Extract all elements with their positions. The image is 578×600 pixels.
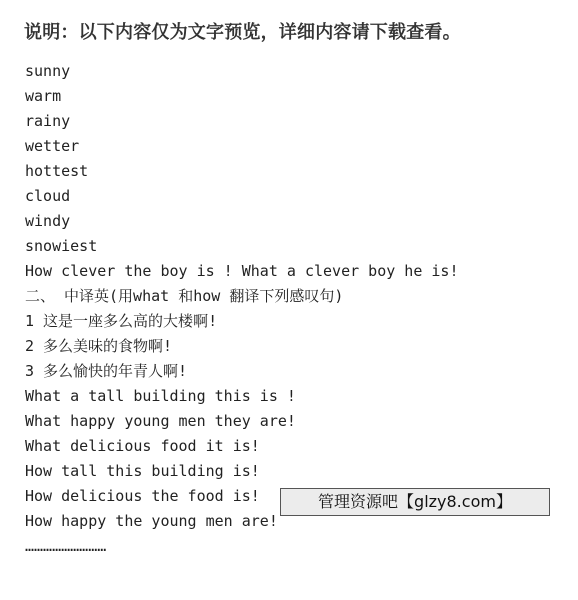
text-line: 3 多么愉快的年青人啊! [25, 362, 188, 380]
section-heading: 二、 中译英(用what 和how 翻译下列感叹句) [25, 287, 344, 305]
text-line: What happy young men they are! [25, 412, 296, 430]
text-line: windy [25, 212, 71, 230]
text-line: What delicious food it is! [25, 437, 260, 455]
text-line: How delicious the food is! [25, 487, 260, 505]
text-line: hottest [25, 162, 89, 180]
document-text [25, 59, 568, 559]
text-line: wetter [25, 137, 80, 155]
text-line: rainy [25, 112, 71, 130]
text-line: How happy the young men are! [25, 512, 278, 530]
text-line: 2 多么美味的食物啊! [25, 337, 173, 355]
ellipsis-line: ……………………… [25, 537, 107, 555]
text-line: How clever the boy is ! What a clever boy he is! [25, 262, 459, 280]
text-line: snowiest [25, 237, 98, 255]
watermark-label: 管理资源吧【glzy8.com】 [280, 488, 550, 516]
text-line: How tall this building is! [25, 462, 260, 480]
preview-notice-heading: 说明：以下内容仅为文字预览，详细内容请下载查看。 [24, 22, 461, 43]
text-line: sunny [25, 62, 71, 80]
text-line: warm [25, 87, 62, 105]
text-line: cloud [25, 187, 71, 205]
text-line: 1 这是一座多么高的大楼啊! [25, 312, 218, 330]
text-line: What a tall building this is ! [25, 387, 296, 405]
